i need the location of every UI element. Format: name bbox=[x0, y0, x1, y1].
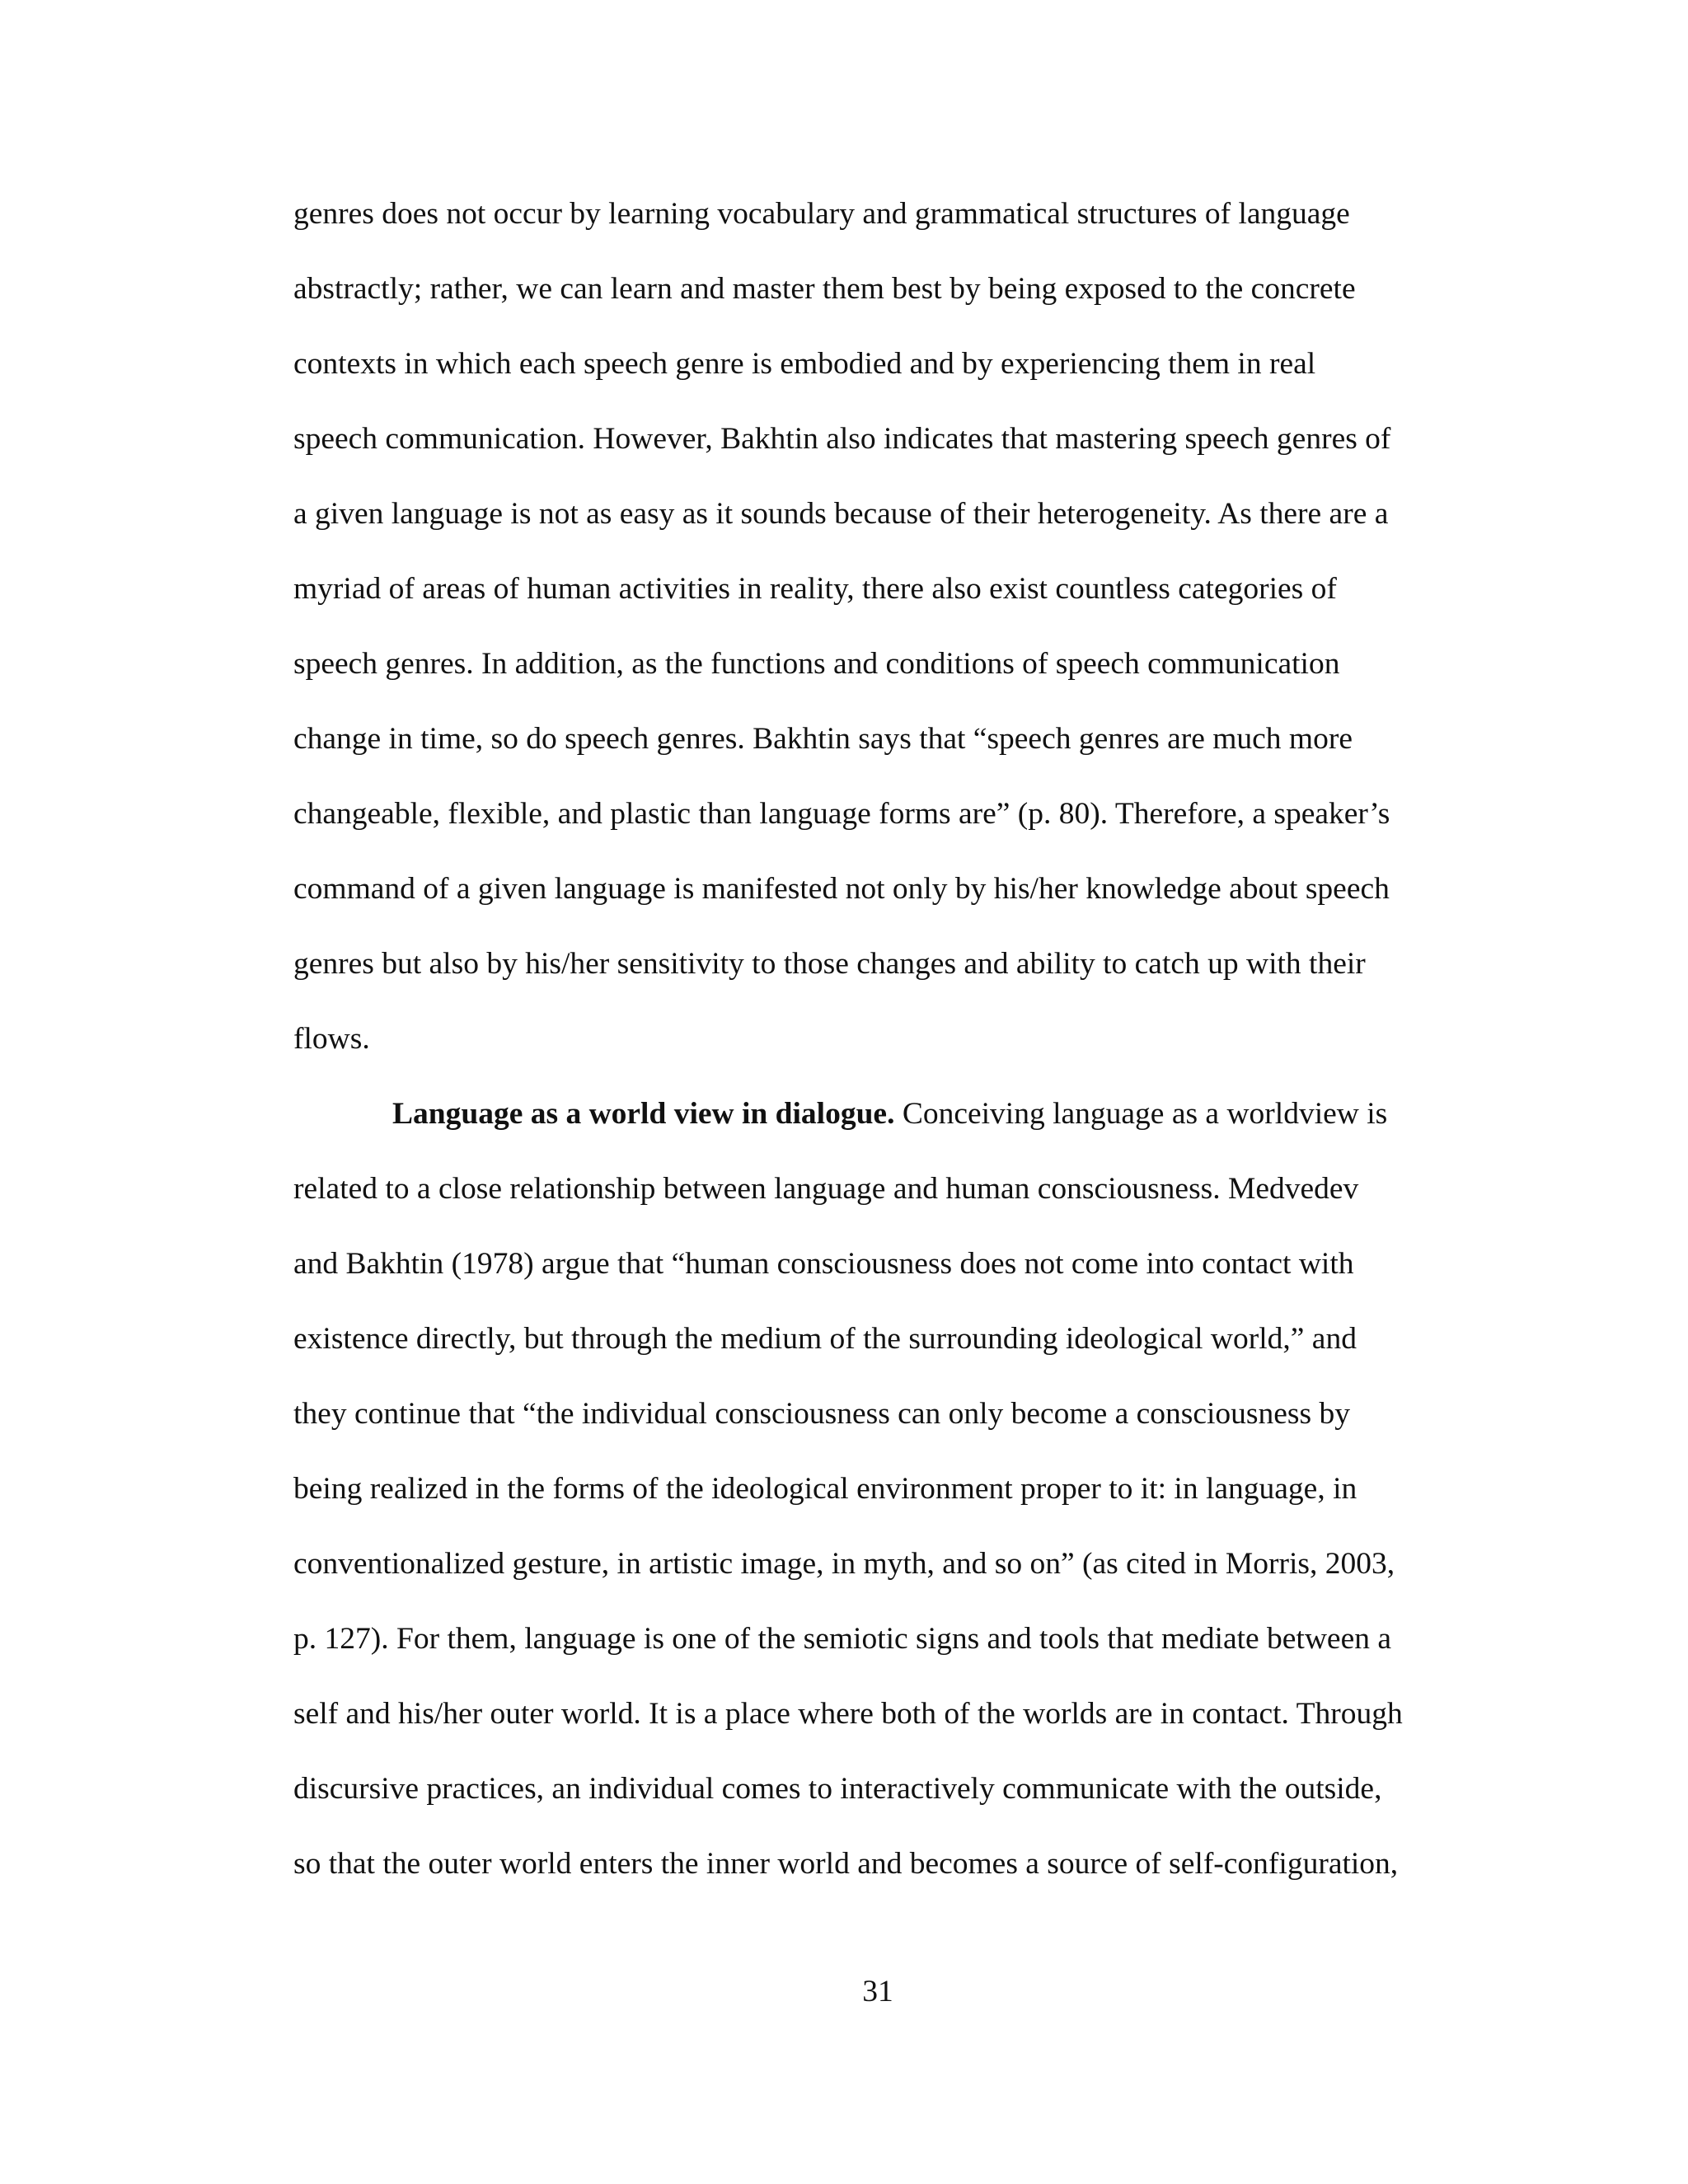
heading-continuation-text: Conceiving language as a worldview is bbox=[894, 1097, 1388, 1131]
body-text-line: related to a close relationship between language and human consciousness. Medvedev bbox=[293, 1172, 1359, 1206]
page-number: 31 bbox=[862, 1975, 893, 2008]
body-text-line: abstractly; rather, we can learn and master them best by being exposed to the concrete bbox=[293, 272, 1356, 306]
body-text-line: command of a given language is manifested not only by his/her knowledge about speech bbox=[293, 872, 1390, 906]
body-text-line: conventionalized gesture, in artistic image, in myth, and so on” (as cited in Morris, 2003, bbox=[293, 1547, 1395, 1581]
body-text-line: p. 127). For them, language is one of the semiotic signs and tools that mediate between a bbox=[293, 1622, 1391, 1656]
body-text-line: existence directly, but through the medium of the surrounding ideological world,” and bbox=[293, 1322, 1357, 1356]
body-text-line: a given language is not as easy as it sounds because of their heterogeneity. As there are a bbox=[293, 497, 1389, 531]
body-text-line: contexts in which each speech genre is embodied and by experiencing them in real bbox=[293, 347, 1316, 381]
body-text-line: genres does not occur by learning vocabulary and grammatical structures of language bbox=[293, 197, 1350, 231]
body-text-line: speech communication. However, Bakhtin also indicates that mastering speech genres of bbox=[293, 422, 1391, 456]
body-text-line: so that the outer world enters the inner world and becomes a source of self-configuration, bbox=[293, 1847, 1399, 1881]
body-text-line: discursive practices, an individual comes to interactively communicate with the outside, bbox=[293, 1772, 1382, 1806]
body-text-line: self and his/her outer world. It is a place where both of the worlds are in contact. Through bbox=[293, 1697, 1403, 1731]
body-text-line: change in time, so do speech genres. Bakhtin says that “speech genres are much more bbox=[293, 722, 1353, 756]
section-paragraph-first-line bbox=[392, 1095, 1387, 1133]
body-text-line: genres but also by his/her sensitivity to those changes and ability to catch up with their bbox=[293, 947, 1366, 981]
body-text-line: speech genres. In addition, as the functions and conditions of speech communication bbox=[293, 647, 1340, 681]
body-text-line: changeable, flexible, and plastic than language forms are” (p. 80). Therefore, a speaker’s bbox=[293, 797, 1390, 831]
section-heading: Language as a world view in dialogue. bbox=[392, 1097, 895, 1131]
body-text-line: myriad of areas of human activities in reality, there also exist countless categories of bbox=[293, 572, 1337, 606]
body-text-line: they continue that “the individual consciousness can only become a consciousness by bbox=[293, 1397, 1350, 1431]
body-text-line: being realized in the forms of the ideological environment proper to it: in language, in bbox=[293, 1472, 1357, 1506]
body-text-line: flows. bbox=[293, 1022, 370, 1056]
body-text-line: and Bakhtin (1978) argue that “human consciousness does not come into contact with bbox=[293, 1247, 1354, 1281]
